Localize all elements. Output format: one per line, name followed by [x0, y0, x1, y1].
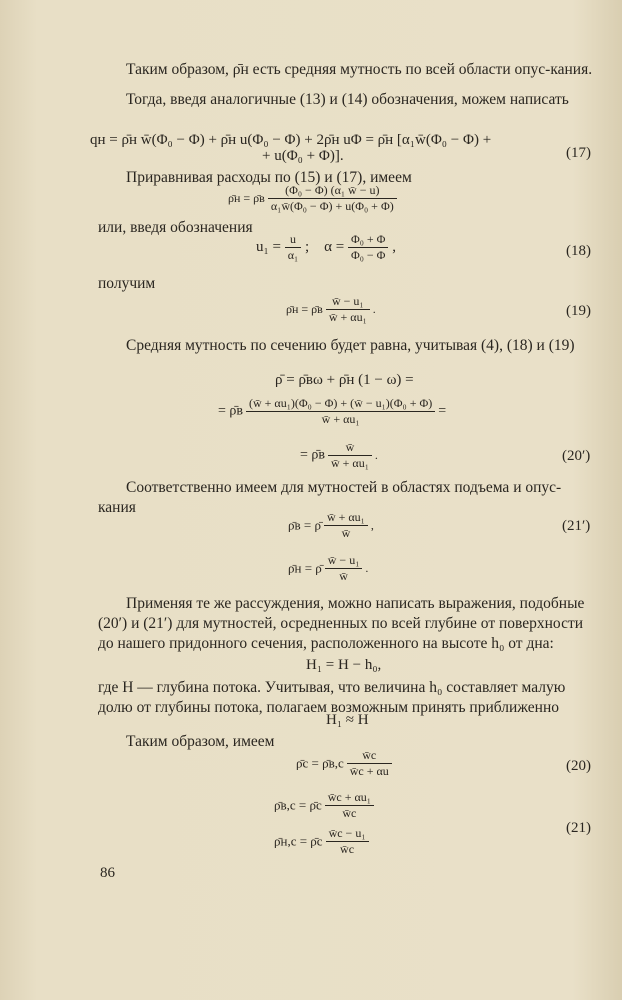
equation-21-c2-fraction: [326, 826, 369, 857]
equation-19-fraction: [326, 294, 370, 325]
equation-21a-num: w̄ + αu₁: [324, 510, 368, 526]
equation-rho-n-numerator: (Φ₀ − Φ) (α₁ w̄ − u): [268, 183, 397, 199]
equation-number-21-prime: (21′): [562, 518, 591, 534]
paragraph-7: Соответственно имеем для мутностей в областях подъема и опус-кания: [98, 479, 562, 516]
equation-20-line3: = ρ̄в $\frac{w̄}{\text{w̄ + αu₁}}$ .: [300, 440, 378, 470]
equation-19: ρ̄н = ρ̄в $\frac{\text{w̄ − u₁}}{\text{w̄ + αu₁}}$ .: [286, 294, 376, 324]
equation-number-17: (17): [566, 145, 591, 161]
page-number: 86: [100, 865, 115, 881]
equation-21-c1-den: w̄с: [342, 806, 357, 820]
equation-21-c2-lhs: ρ̄н,с = ρ̄с: [274, 833, 323, 849]
equation-21a-lhs: ρ̄в = ρ̄: [288, 517, 321, 533]
equation-rho-n-lhs: ρ̄н = ρ̄в: [228, 191, 265, 205]
equation-17-line2: + u(Φ₀ + Φ)].: [262, 148, 344, 164]
equation-20-line3-num: w̄: [328, 440, 372, 456]
equation-21-c1-num: w̄с + αu₁: [325, 790, 374, 806]
equation-18-u1-den: α₁: [287, 248, 299, 262]
equation-rho-n-fraction: [268, 183, 397, 214]
equation-21-c2-den: w̄с: [340, 842, 355, 856]
equation-20-c-lhs: ρ̄с = ρ̄в,с: [296, 755, 344, 771]
paragraph-3: Приравнивая расходы по (15) и (17), имеем: [126, 169, 412, 186]
equation-19-den: w̄ + αu₁: [328, 310, 367, 324]
equation-20-line2-den: w̄ + αu₁: [321, 412, 360, 426]
equation-18-alpha-fraction: [348, 232, 389, 263]
equation-21-c1: [274, 790, 374, 821]
equation-21b-num: w̄ − u₁: [325, 553, 363, 569]
equation-18: u₁ = $\frac{u}{\text{α₁}}$ ; α = $\frac{\text{Φ₀ + Φ}}{\text{Φ₀ − Φ}}$ ,: [256, 232, 396, 262]
equation-20-line3-fraction: [328, 440, 372, 471]
equation-21-c2: [274, 826, 369, 857]
paragraph-5: получим: [98, 275, 156, 292]
equation-number-21: (21): [566, 820, 591, 836]
equation-18-u1-fraction: [285, 232, 301, 263]
equation-20-line2-lhs: = ρ̄в: [218, 403, 243, 419]
equation-20-line3-lhs: = ρ̄в: [300, 447, 325, 463]
equation-number-19: (19): [566, 303, 591, 319]
equation-21a: ρ̄в = ρ̄ $\frac{\text{w̄ + αu₁}}{w̄}$ ,: [288, 510, 374, 540]
equation-number-20-prime: (20′): [562, 448, 591, 464]
equation-21b-den: w̄: [339, 569, 348, 583]
equation-19-num: w̄ − u₁: [326, 294, 370, 310]
equation-21b: ρ̄н = ρ̄ $\frac{\text{w̄ − u₁}}{w̄}$ .: [288, 553, 369, 583]
equation-18-u1-num: u: [285, 232, 301, 248]
equation-H1: H₁ = H − h₀,: [306, 657, 382, 673]
equation-18-u1-lhs: u₁ =: [256, 239, 281, 255]
equation-20-c-fraction: [347, 748, 392, 779]
equation-20-c: [296, 748, 392, 779]
equation-number-18: (18): [566, 243, 591, 259]
equation-20-line2: = ρ̄в $\frac{\text{(w̄ + αu₁)(Φ₀ − Φ) + (w̄ − u₁)(Φ₀ + Φ)}}{\text{w̄ + αu₁}}$ =: [218, 396, 447, 426]
equation-21-c1-fraction: [325, 790, 374, 821]
equation-rho-n-denominator: α₁w̄(Φ₀ − Φ) + u(Φ₀ + Φ): [270, 199, 394, 213]
equation-rho-n: [228, 183, 397, 214]
equation-21b-fraction: [325, 553, 363, 584]
equation-18-alpha-lhs: α =: [324, 239, 345, 255]
equation-20-line2-num: (w̄ + αu₁)(Φ₀ − Φ) + (w̄ − u₁)(Φ₀ + Φ): [246, 396, 435, 412]
paragraph-1: Таким образом, ρ̄н есть средняя мутность по всей области опус-кания.: [126, 61, 593, 78]
equation-21a-den: w̄: [341, 526, 351, 540]
paragraph-10: Таким образом, имеем: [126, 733, 275, 750]
equation-H1-approx: H₁ ≈ H: [326, 712, 369, 728]
equation-20-c-den: w̄с + αu: [349, 764, 389, 778]
paragraph-2: Тогда, введя аналогичные (13) и (14) обозначения, можем написать: [126, 91, 569, 108]
equation-number-20: (20): [566, 758, 591, 774]
equation-19-lhs: ρ̄н = ρ̄в: [286, 302, 323, 316]
equation-21-c1-lhs: ρ̄в,с = ρ̄с: [274, 797, 322, 813]
equation-20-line1: ρ̄ = ρ̄вω + ρ̄н (1 − ω) =: [275, 372, 414, 388]
equation-21-c2-num: w̄с − u₁: [326, 826, 369, 842]
equation-20-line3-den: w̄ + αu₁: [331, 456, 369, 470]
equation-21b-lhs: ρ̄н = ρ̄: [288, 560, 322, 576]
equation-20-line2-fraction: [246, 396, 435, 427]
paragraph-6: Средняя мутность по сечению будет равна, учитывая (4), (18) и (19): [126, 337, 575, 354]
equation-17-line1: qн = ρ̄н w̄(Φ₀ − Φ) + ρ̄н u(Φ₀ − Φ) + 2ρ̄н uΦ = ρ̄н [α₁w̄(Φ₀ − Φ) +: [90, 132, 492, 148]
paragraph-4: или, введя обозначения: [98, 219, 253, 236]
equation-18-alpha-num: Φ₀ + Φ: [348, 232, 389, 248]
paragraph-8: Применяя те же рассуждения, можно написать выражения, подобные (20′) и (21′) для мутностей, осредненных по всей глубине от поверхности до нашего придонного сечения, расположенного на высоте h₀ от дна:: [98, 595, 585, 652]
equation-20-c-num: w̄с: [347, 748, 392, 764]
paragraph-9: где H — глубина потока. Учитывая, что величина h₀ составляет малую долю от глубины потока, полагаем возможным принять приближенно: [98, 679, 566, 716]
equation-18-alpha-den: Φ₀ − Φ: [350, 248, 386, 262]
equation-21a-fraction: [324, 510, 368, 541]
